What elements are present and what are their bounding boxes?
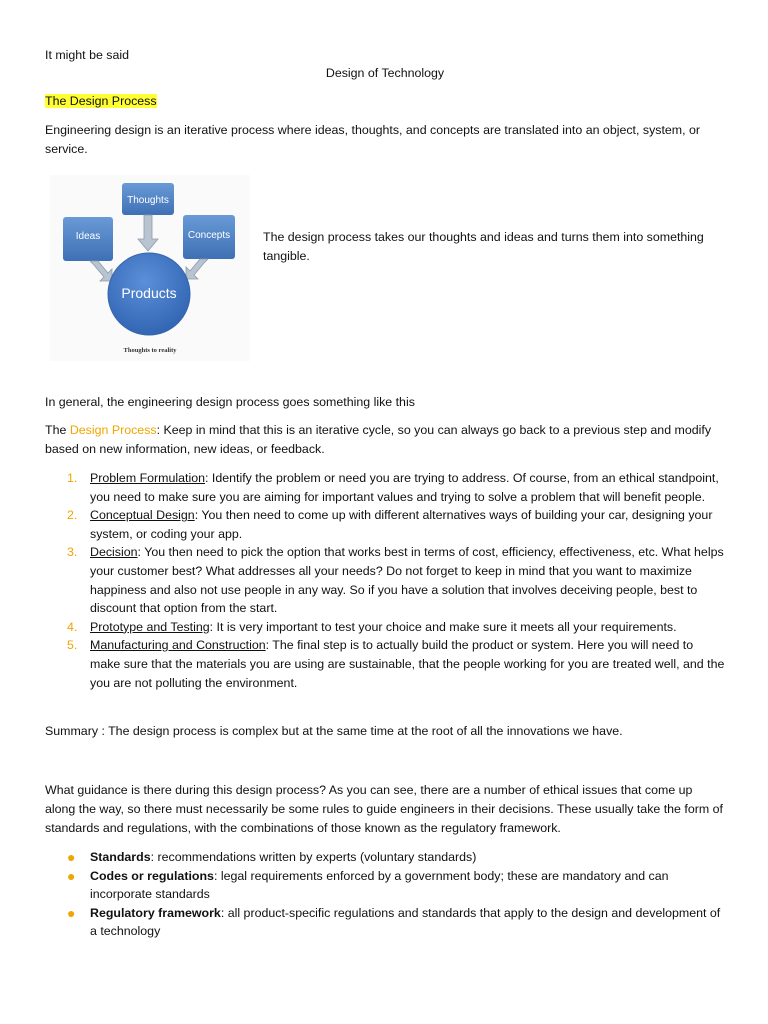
step-number: 5. — [67, 638, 78, 653]
step-text: : Identify the problem or need you are trying to address. Of course, from an ethical standpoint, you need to make sure you are aiming for important values and trying to solve a problem that will benefit people. — [90, 471, 719, 504]
design-process-paragraph — [45, 421, 725, 459]
header-note: It might be said — [45, 48, 130, 62]
ideas-label: Ideas — [75, 231, 101, 242]
step-term: Prototype and Testing — [90, 619, 210, 634]
list-item — [45, 618, 725, 637]
page-title: Design of Technology — [325, 66, 445, 80]
process-prefix: The — [45, 423, 67, 437]
step-term: Decision — [90, 545, 138, 560]
step-number: 1. — [67, 471, 78, 485]
step-number: 4. — [67, 619, 78, 634]
design-process-term: Design Process — [69, 423, 157, 437]
arrow-left-icon — [90, 261, 112, 281]
step-text: : You then need to pick the option that works best in terms of cost, efficiency, effectiveness, etc. What helps your customer best? What addresses all your needs? Do not forget to keep in mind that you want to maximize happiness and also not use people in any way. So if you have a solution that involves deceiving people, best to discount that option from the start. — [90, 545, 724, 616]
process-rest: : Keep in mind that this is an iterative cycle, so you can always go back to a previous step and modify based on new information, new ideas, or feedback. — [45, 423, 712, 456]
step-number: 3. — [67, 545, 78, 560]
figure-caption: Thoughts to reality — [123, 347, 177, 354]
regulation-bullets — [45, 848, 725, 941]
guidance-paragraph: What guidance is there during this design process? As you can see, there are a number of ethical issues that come up along the way, so there must necessarily be some rules to guide engineers in their decisions. These usually take the form of standards and regulations, with the combinations of those known as the regulatory framework. — [45, 783, 723, 835]
list-item — [45, 867, 725, 904]
bullet-text: : all product-specific regulations and standards that apply to the design and development of a technology — [90, 905, 721, 939]
bullet-icon: ● — [67, 904, 76, 921]
down-arrow-icon — [138, 215, 158, 251]
list-item — [45, 636, 725, 692]
intro-paragraph: Engineering design is an iterative process where ideas, thoughts, and concepts are translated into an object, system, or service. — [45, 123, 701, 156]
thoughts-to-reality-figure — [50, 175, 250, 361]
summary-paragraph: Summary : The design process is complex but at the same time at the root of all the innovations we have. — [45, 724, 623, 738]
bullet-term: Regulatory framework — [90, 905, 221, 920]
step-text: : You then need to come up with different alternatives ways of building your car, designing your system, or coding your app. — [90, 508, 713, 541]
bullet-icon: ● — [67, 849, 76, 865]
section-heading — [45, 92, 725, 111]
list-item — [45, 848, 725, 867]
design-steps-list — [45, 469, 725, 692]
bullet-term: Standards — [90, 850, 151, 864]
step-term: Manufacturing and Construction — [90, 638, 266, 653]
step-term: Conceptual Design — [90, 508, 195, 523]
bullet-text: : recommendations written by experts (voluntary standards) — [150, 850, 477, 864]
arrow-right-icon — [186, 259, 208, 279]
list-item — [45, 469, 725, 506]
list-item — [45, 506, 725, 543]
general-paragraph: In general, the engineering design process goes something like this — [45, 395, 415, 409]
step-term: Problem Formulation — [90, 471, 206, 485]
figure-description: The design process takes our thoughts and ideas and turns them into something tangible. — [263, 230, 704, 263]
concepts-label: Concepts — [187, 230, 231, 241]
step-text: : It is very important to test your choice and make sure it meets all your requirements. — [209, 619, 677, 634]
bullet-term: Codes or regulations — [90, 868, 214, 883]
bullet-text: : legal requirements enforced by a government body; these are mandatory and can incorporate standards — [90, 868, 669, 902]
step-number: 2. — [67, 508, 78, 523]
bullet-icon: ● — [67, 867, 76, 884]
thoughts-label: Thoughts — [127, 195, 169, 206]
list-item — [45, 904, 725, 941]
products-label: Products — [121, 285, 177, 301]
step-text: : The final step is to actually build the product or system. Here you will need to make sure that the materials you are using are sustainable, that the people working for you are treated well, and the you are not polluting the environment. — [90, 638, 725, 690]
list-item — [45, 543, 725, 617]
section-heading-text: The Design Process — [45, 94, 157, 108]
